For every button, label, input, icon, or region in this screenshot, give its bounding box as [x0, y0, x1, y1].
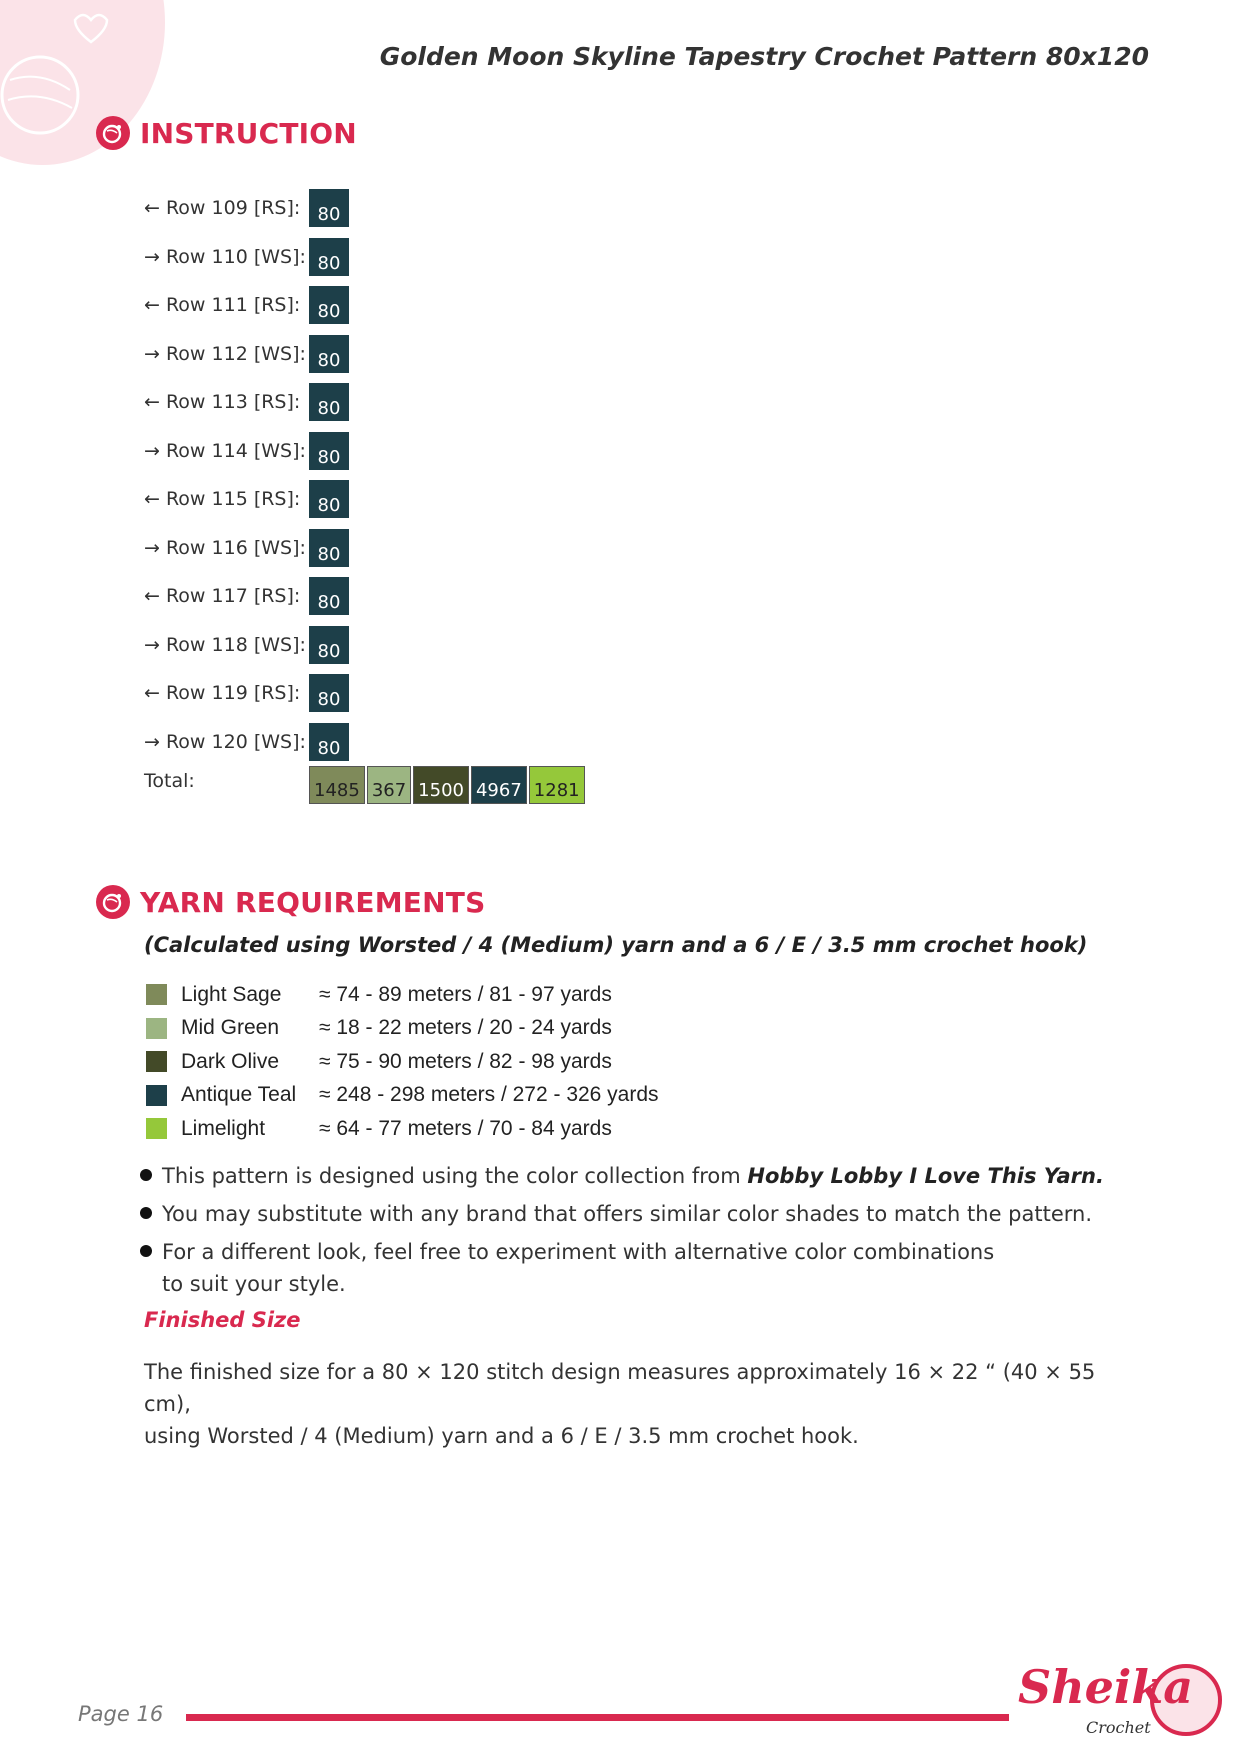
total-cell-light-sage: 1485: [309, 766, 365, 804]
brand-logo-subtitle: Crochet: [1086, 1718, 1151, 1737]
row-label: → Row 110 [WS]:: [144, 245, 306, 268]
yarn-name: Light Sage: [181, 982, 282, 1006]
stitch-count-cell: 80: [309, 432, 349, 470]
yarn-heading: [96, 885, 485, 919]
total-label: Total:: [144, 770, 195, 792]
yarn-item: [146, 1012, 659, 1046]
bullet-text-line: For a different look, feel free to experiment with alternative color combinations: [162, 1240, 995, 1264]
bullet-dot-icon: [140, 1169, 152, 1181]
row-112: [144, 330, 349, 379]
row-115: [144, 475, 349, 524]
row-label: ← Row 115 [RS]:: [144, 488, 301, 511]
instruction-title: INSTRUCTION: [140, 116, 357, 150]
yarn-amount: ≈ 75 - 90 meters / 82 - 98 yards: [319, 1049, 612, 1073]
yarn-item: [146, 1079, 659, 1113]
row-label: ← Row 111 [RS]:: [144, 294, 301, 317]
total-cell-mid-green: 367: [367, 766, 411, 804]
yarn-name: Limelight: [181, 1116, 266, 1140]
row-label: ← Row 113 [RS]:: [144, 391, 301, 414]
row-label: → Row 114 [WS]:: [144, 439, 306, 462]
stitch-count-cell: 80: [309, 480, 349, 518]
row-111: [144, 281, 349, 330]
row-119: [144, 669, 349, 718]
row-109: [144, 184, 349, 233]
row-114: [144, 427, 349, 476]
row-110: [144, 233, 349, 282]
bullet-dot-icon: [140, 1245, 152, 1257]
stitch-count-cell: 80: [309, 335, 349, 373]
list-item: [140, 1236, 1140, 1300]
finished-size-text: [144, 1356, 1144, 1452]
instruction-heading: [96, 116, 357, 150]
row-label: → Row 118 [WS]:: [144, 633, 306, 656]
finished-size-line: using Worsted / 4 (Medium) yarn and a 6 / E / 3.5 mm crochet hook.: [144, 1424, 859, 1448]
yarn-title: YARN REQUIREMENTS: [140, 885, 486, 919]
color-swatch: [146, 1018, 167, 1039]
yarn-item: [146, 1112, 659, 1146]
bullet-text: [162, 1236, 994, 1300]
yarn-amount: ≈ 18 - 22 meters / 20 - 24 yards: [319, 1016, 612, 1040]
yarn-brand-name: Hobby Lobby I Love This Yarn.: [747, 1164, 1104, 1188]
bullet-text-line: to suit your style.: [162, 1272, 346, 1296]
stitch-count-cell: 80: [309, 626, 349, 664]
document-title: Golden Moon Skyline Tapestry Crochet Pattern 80x120: [379, 42, 1149, 71]
color-swatch: [146, 1051, 167, 1072]
yarn-name: Antique Teal: [181, 1083, 297, 1107]
footer-divider: [186, 1714, 1009, 1721]
row-116: [144, 524, 349, 573]
stitch-count-cell: 80: [309, 674, 349, 712]
stitch-count-cell: 80: [309, 577, 349, 615]
row-list: [144, 184, 349, 766]
color-swatch: [146, 1085, 167, 1106]
row-118: [144, 621, 349, 670]
yarn-item: [146, 1045, 659, 1079]
stitch-count-cell: 80: [309, 529, 349, 567]
stitch-count-cell: 80: [309, 238, 349, 276]
row-label: ← Row 109 [RS]:: [144, 197, 301, 220]
yarn-badge-icon: [96, 116, 130, 150]
total-cell-dark-olive: 1500: [413, 766, 469, 804]
total-cell-limelight: 1281: [529, 766, 585, 804]
row-113: [144, 378, 349, 427]
stitch-count-cell: 80: [309, 286, 349, 324]
yarn-item: [146, 978, 659, 1012]
yarn-badge-icon: [96, 885, 130, 919]
list-item: [140, 1198, 1140, 1230]
row-label: → Row 120 [WS]:: [144, 730, 306, 753]
bullet-dot-icon: [140, 1207, 152, 1219]
color-swatch: [146, 1118, 167, 1139]
yarn-amount: ≈ 248 - 298 meters / 272 - 326 yards: [319, 1083, 659, 1107]
row-117: [144, 572, 349, 621]
yarn-name: Dark Olive: [181, 1049, 280, 1073]
page-number: Page 16: [78, 1702, 164, 1726]
yarn-notes-list: [140, 1160, 1140, 1306]
yarn-note: (Calculated using Worsted / 4 (Medium) yarn and a 6 / E / 3.5 mm crochet hook): [144, 933, 1088, 957]
brand-logo: Sheika: [1018, 1660, 1194, 1714]
row-label: → Row 112 [WS]:: [144, 342, 306, 365]
stitch-count-cell: 80: [309, 383, 349, 421]
yarn-name: Mid Green: [181, 1016, 280, 1040]
total-row: [144, 766, 587, 804]
bullet-text: You may substitute with any brand that offers similar color shades to match the pattern.: [162, 1202, 1092, 1226]
yarn-amount: ≈ 64 - 77 meters / 70 - 84 yards: [319, 1116, 612, 1140]
row-120: [144, 718, 349, 767]
total-cells: [309, 766, 587, 804]
bullet-text-part: This pattern is designed using the color collection from: [162, 1164, 748, 1188]
bullet-text: [162, 1160, 1104, 1192]
yarn-amount: ≈ 74 - 89 meters / 81 - 97 yards: [319, 982, 612, 1006]
row-label: → Row 116 [WS]:: [144, 536, 306, 559]
list-item: [140, 1160, 1140, 1192]
color-swatch: [146, 984, 167, 1005]
row-label: ← Row 119 [RS]:: [144, 682, 301, 705]
stitch-count-cell: 80: [309, 723, 349, 761]
total-cell-antique-teal: 4967: [471, 766, 527, 804]
row-label: ← Row 117 [RS]:: [144, 585, 301, 608]
yarn-color-list: [146, 978, 659, 1146]
finished-size-line: The finished size for a 80 × 120 stitch design measures approximately 16 × 22 “ (40 × 55 cm),: [144, 1360, 1096, 1416]
finished-size-heading: Finished Size: [144, 1308, 301, 1332]
stitch-count-cell: 80: [309, 189, 349, 227]
